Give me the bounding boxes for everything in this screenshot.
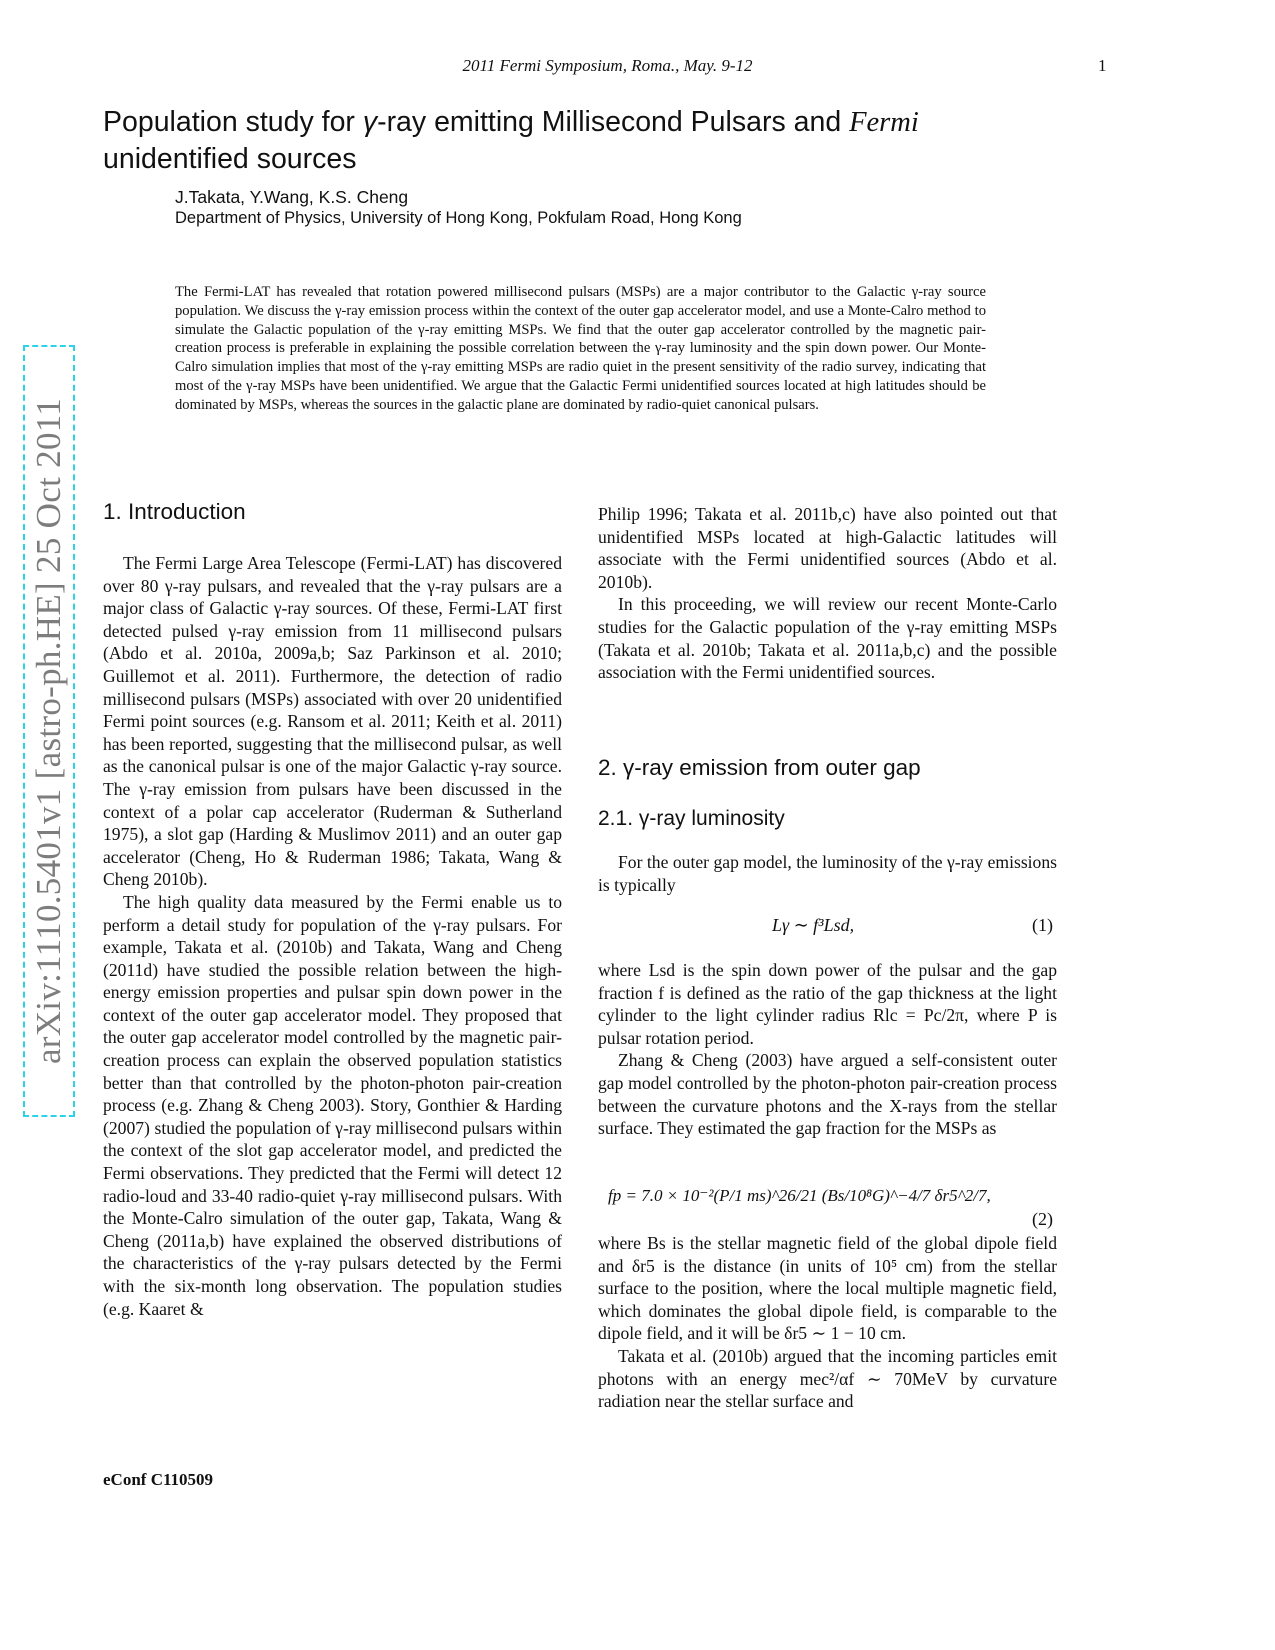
paragraph: The high quality data measured by the Fermi enable us to perform a detail study for population of the γ-ray pulsars. For example, Takata et al. (2010b) and Takata, Wang and Cheng (2011d) have studied the possible relation between the high-energy emission properties and pulsar spin down power in the context of the outer gap accelerator model. They proposed that the outer gap accelerator model controlled by the magnetic pair-creation process can explain the observed population statistics better than that controlled by the photon-photon pair-creation process (e.g. Zhang & Cheng 2003). Story, Gonthier & Harding (2007) studied the population of γ-ray millisecond pulsars within the context of the slot gap accelerator model, and predicted the Fermi observations. They predicted that the Fermi will detect 12 radio-loud and 33-40 radio-quiet γ-ray millisecond pulsars. With the Monte-Calro simulation of the outer gap, Takata, Wang & Cheng (2011a,b) have explained the observed distributions of the characteristics of the γ-ray pulsars detected by the Fermi with the six-month long observation. The population studies (e.g. Kaaret & — [103, 891, 562, 1319]
section-heading: 1. Introduction — [103, 499, 246, 524]
footer: eConf C110509 — [103, 1470, 214, 1489]
arxiv-stamp — [23, 345, 75, 1117]
section-heading: 2. γ-ray emission from outer gap — [598, 755, 921, 780]
equation-1: Lγ ∼ f³Lsd, — [772, 915, 855, 935]
title-part: unidentified sources — [103, 143, 357, 175]
title-part: Population study for — [103, 106, 363, 138]
abstract: The Fermi-LAT has revealed that rotation powered millisecond pulsars (MSPs) are a major contributor to the Galactic γ-ray source population. We discuss the γ-ray emission process within the context of the outer gap accelerator model, and use a Monte-Calro method to simulate the Galactic population of the γ-ray emitting MSPs. We find that the outer gap accelerator controlled by the magnetic pair-creation process is preferable in explaining the possible correlation between the γ-ray luminosity and the spin down power. Our Monte-Calro simulation implies that most of the γ-ray emitting MSPs are radio quiet in the present sensitivity of the radio survey, indicating that most of the γ-ray MSPs have been unidentified. We argue that the Galactic Fermi unidentified sources located at high latitudes should be dominated by MSPs, whereas the sources in the galactic plane are dominated by radio-quiet canonical pulsars. — [175, 284, 986, 413]
paragraph: The Fermi Large Area Telescope (Fermi-LAT) has discovered over 80 γ-ray pulsars, and revealed that the γ-ray pulsars are a major class of Galactic γ-ray sources. Of these, Fermi-LAT first detected pulsed γ-ray emission from 11 millisecond pulsars (Abdo et al. 2010a, 2009a,b; Saz Parkinson et al. 2010; Guillemot et al. 2011). Furthermore, the detection of radio millisecond pulsars (MSPs) associated with over 20 unidentified Fermi point sources (e.g. Ransom et al. 2011; Keith et al. 2011) has been reported, suggesting that the millisecond pulsar, as well as the canonical pulsar is one of the major Galactic γ-ray source. The γ-ray emission from pulsars have been discussed in the context of a polar cap accelerator (Ruderman & Sutherland 1975), a slot gap (Harding & Muslimov 2011) and an outer gap accelerator (Cheng, Ho & Ruderman 1986; Takata, Wang & Cheng 2010b). — [103, 553, 562, 890]
title-part: -ray emitting Millisecond Pulsars and — [377, 106, 850, 138]
equation-number: (2) — [1032, 1209, 1053, 1229]
paper-title — [103, 104, 1053, 177]
running-header: 2011 Fermi Symposium, Roma., May. 9-12 — [462, 56, 753, 75]
paragraph-block — [598, 851, 1057, 896]
paragraph: In this proceeding, we will review our recent Monte-Carlo studies for the Galactic population of the γ-ray emitting MSPs (Takata et al. 2010b; Takata et al. 2011a,b,c) and the possible association with the Fermi unidentified sources. — [598, 594, 1057, 683]
paragraph-block — [598, 1232, 1057, 1413]
paragraph: Philip 1996; Takata et al. 2011b,c) have also pointed out that unidentified MSPs located at high-Galactic latitudes will associate with the Fermi unidentified sources (Abdo et al. 2010b). — [598, 504, 1057, 592]
paragraph: For the outer gap model, the luminosity of the γ-ray emissions is typically — [598, 852, 1057, 895]
paragraph-block — [598, 959, 1057, 1140]
left-column — [103, 552, 562, 1320]
subsection-heading: 2.1. γ-ray luminosity — [598, 807, 785, 830]
authors: J.Takata, Y.Wang, K.S. Cheng — [175, 187, 409, 207]
title-part: Fermi — [849, 107, 919, 138]
title-part: γ — [362, 106, 378, 138]
paragraph: where Lsd is the spin down power of the pulsar and the gap fraction f is defined as the ratio of the gap thickness at the light cylinder to the light cylinder radius Rlc = Pc/2π, where P is pulsar rotation period. — [598, 960, 1057, 1048]
affiliation: Department of Physics, University of Hong Kong, Pokfulam Road, Hong Kong — [175, 209, 742, 227]
equation-number: (1) — [1032, 915, 1053, 935]
page-number: 1 — [1098, 56, 1107, 75]
arxiv-identifier: arXiv:1110.5401v1 [astro-ph.HE] 25 Oct 2011 — [29, 397, 68, 1065]
paragraph: Zhang & Cheng (2003) have argued a self-consistent outer gap model controlled by the photon-photon pair-creation process between the curvature photons and the X-rays from the stellar surface. They estimated the gap fraction for the MSPs as — [598, 1050, 1057, 1139]
paragraph: where Bs is the stellar magnetic field of the global dipole field and δr5 is the distance (in units of 10⁵ cm) from the stellar surface to the position, where the local multiple magnetic field, which dominates the global dipole field, is comparable to the dipole field, and it will be δr5 ∼ 1 − 10 cm. — [598, 1233, 1057, 1344]
paragraph: Takata et al. (2010b) argued that the incoming particles emit photons with an energy mec²/αf ∼ 70MeV by curvature radiation near the stellar surface and — [598, 1345, 1057, 1412]
right-column-top — [598, 503, 1057, 684]
equation-2: fp = 7.0 × 10⁻²(P/1 ms)^26/21 (Bs/10⁸G)^−4/7 δr5^2/7, — [608, 1186, 991, 1205]
